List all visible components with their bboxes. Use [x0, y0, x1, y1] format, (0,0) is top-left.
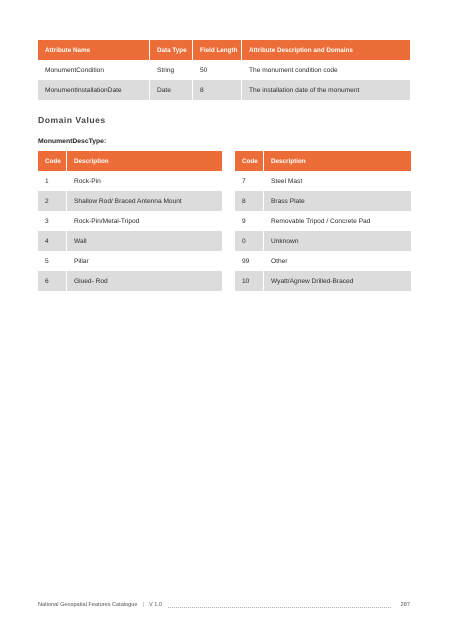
table-row — [38, 60, 410, 80]
description-cell: Rock-Pin — [66, 171, 222, 191]
page-number: 287 — [400, 602, 410, 608]
domain-subtitle: MonumentDescType: — [38, 138, 107, 145]
page-footer — [38, 599, 410, 611]
code-cell: 5 — [38, 251, 66, 271]
section-title: Domain Values — [38, 115, 106, 125]
code-cell: 9 — [235, 211, 263, 231]
header-data-type: Data Type — [149, 40, 192, 60]
data-type-cell: Date — [149, 80, 192, 100]
table-row — [38, 271, 222, 291]
domain-table-header — [235, 151, 411, 171]
header-description: Description — [66, 151, 222, 171]
code-cell: 99 — [235, 251, 263, 271]
description-cell: Wall — [66, 231, 222, 251]
field-length-cell: 50 — [192, 60, 241, 80]
table-row — [38, 171, 222, 191]
table-row — [235, 271, 411, 291]
description-cell: The installation date of the monument — [241, 80, 410, 100]
code-cell: 2 — [38, 191, 66, 211]
description-cell: Other — [263, 251, 411, 271]
code-cell: 8 — [235, 191, 263, 211]
header-code: Code — [235, 151, 263, 171]
attribute-name-cell: MonumentInstallationDate — [38, 80, 149, 100]
field-length-cell: 8 — [192, 80, 241, 100]
code-cell: 7 — [235, 171, 263, 191]
code-cell: 1 — [38, 171, 66, 191]
description-cell: Rock-Pin/Metal-Tripod — [66, 211, 222, 231]
header-attribute-name: Attribute Name — [38, 40, 149, 60]
table-row — [235, 171, 411, 191]
attribute-name-cell: MonumentCondition — [38, 60, 149, 80]
code-cell: 0 — [235, 231, 263, 251]
description-cell: Shallow Rod/ Braced Antenna Mount — [66, 191, 222, 211]
description-cell: Steel Mast — [263, 171, 411, 191]
header-description: Attribute Description and Domains — [241, 40, 410, 60]
code-cell: 4 — [38, 231, 66, 251]
code-cell: 10 — [235, 271, 263, 291]
footer-version: V 1.0 — [148, 602, 163, 608]
header-field-length: Field Length — [192, 40, 241, 60]
header-code: Code — [38, 151, 66, 171]
description-cell: Glued- Rod — [66, 271, 222, 291]
data-type-cell: String — [149, 60, 192, 80]
table-row — [38, 191, 222, 211]
table-row — [38, 251, 222, 271]
table-row — [38, 231, 222, 251]
footer-separator: | — [142, 602, 144, 608]
description-cell: Removable Tripod / Concrete Pad — [263, 211, 411, 231]
domain-table-right — [235, 151, 411, 291]
table-row — [235, 251, 411, 271]
table-row — [38, 211, 222, 231]
footer-title: National Geospatial Features Catalogue — [38, 602, 138, 608]
attribute-table — [38, 40, 410, 100]
description-cell: The monument condition code — [241, 60, 410, 80]
description-cell: Unknown — [263, 231, 411, 251]
description-cell: Wyatt/Agnew Drilled-Braced — [263, 271, 411, 291]
domain-table-header — [38, 151, 222, 171]
table-row — [235, 191, 411, 211]
header-description: Description — [263, 151, 411, 171]
code-cell: 3 — [38, 211, 66, 231]
table-row — [38, 80, 410, 100]
table-row — [235, 211, 411, 231]
domain-table-left — [38, 151, 222, 291]
footer-dot-leader — [168, 607, 391, 608]
attribute-table-header — [38, 40, 410, 60]
table-row — [235, 231, 411, 251]
code-cell: 6 — [38, 271, 66, 291]
description-cell: Brass Plate — [263, 191, 411, 211]
description-cell: Pillar — [66, 251, 222, 271]
